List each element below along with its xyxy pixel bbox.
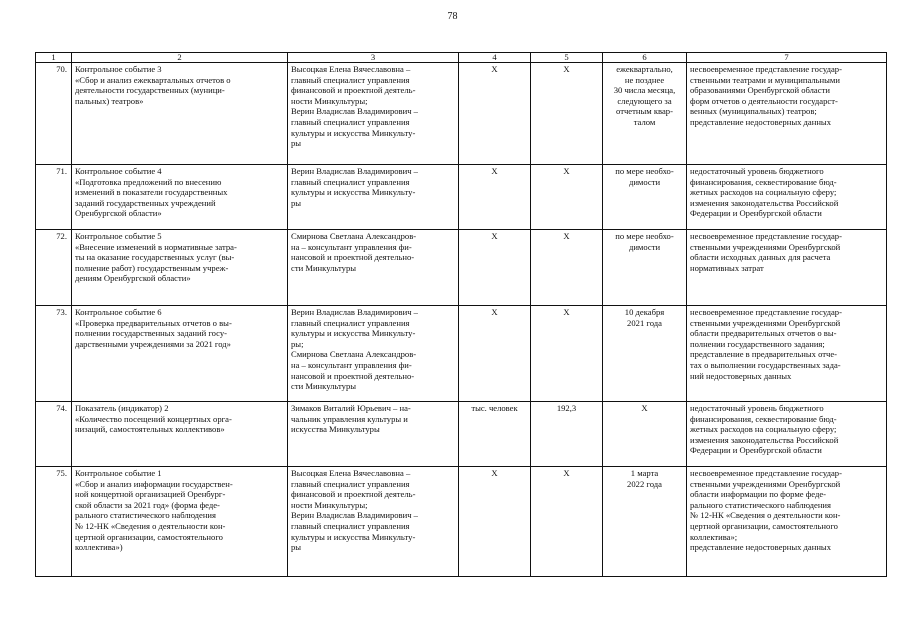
deadline: ежеквартально, не позднее 30 числа месяца, следующего за отчетным квар- талом	[603, 63, 687, 165]
header-cell: 5	[531, 53, 603, 63]
header-cell: 2	[72, 53, 288, 63]
table-row	[36, 63, 887, 165]
risks: несвоевременное представление государ- ственными театрами и муниципальными образованиями Оренбургской области форм отчетов о деятельности государст- венных (муниципальных) театров; представление недостоверных данных	[687, 63, 887, 165]
table-header-row	[36, 53, 887, 63]
risks: несвоевременное представление государ- ственными учреждениями Оренбургской области предварительных отчетов о вы- полнении государственного задания; представление в предварительных отче- тах о выполнении государственных зада- ний недостоверных данных	[687, 306, 887, 402]
deadline: 10 декабря 2021 года	[603, 306, 687, 402]
header-cell: 1	[36, 53, 72, 63]
indicator-value: Х	[531, 230, 603, 306]
indicator-value: Х	[531, 306, 603, 402]
responsible-person: Верин Владислав Владимирович – главный специалист управления культуры и искусства Минкульту- ры	[288, 165, 459, 230]
row-number: 72.	[36, 230, 72, 306]
header-cell: 6	[603, 53, 687, 63]
header-cell: 3	[288, 53, 459, 63]
indicator-value: Х	[531, 467, 603, 577]
risks: недостаточный уровень бюджетного финансирования, секвестирование бюд- жетных расходов на социальную сферу; изменения законодательства Российской Федерации и Оренбургской области	[687, 402, 887, 467]
row-number: 70.	[36, 63, 72, 165]
unit-of-measure: тыс. человек	[459, 402, 531, 467]
indicator-value: Х	[531, 63, 603, 165]
header-cell: 4	[459, 53, 531, 63]
event-name: Контрольное событие 6 «Проверка предварительных отчетов о вы- полнении государственных заданий госу- дарственными учреждениями за 2021 год»	[72, 306, 288, 402]
responsible-person: Верин Владислав Владимирович – главный специалист управления культуры и искусства Минкульту- ры; Смирнова Светлана Александров- на – консультант управления фи- нансовой и проектной деятельно- сти Минкультуры	[288, 306, 459, 402]
page-number: 78	[447, 11, 458, 22]
unit-of-measure: Х	[459, 63, 531, 165]
event-name: Контрольное событие 5 «Внесение изменений в нормативные затра- ты на оказание государственных услуг (вы- полнение работ) государственным учреж- дениям Оренбургской области»	[72, 230, 288, 306]
responsible-person: Высоцкая Елена Вячеславовна – главный специалист управления финансовой и проектной деятель- ности Минкультуры; Верин Владислав Владимирович – главный специалист управления культуры и искусства Минкульту- ры	[288, 63, 459, 165]
row-number: 73.	[36, 306, 72, 402]
deadline: по мере необхо- димости	[603, 165, 687, 230]
responsible-person: Смирнова Светлана Александров- на – консультант управления фи- нансовой и проектной деятельно- сти Минкультуры	[288, 230, 459, 306]
deadline: по мере необхо- димости	[603, 230, 687, 306]
indicator-value: Х	[531, 165, 603, 230]
deadline: 1 марта 2022 года	[603, 467, 687, 577]
event-name: Контрольное событие 3 «Сбор и анализ ежеквартальных отчетов о деятельности государственных (муници- пальных) театров»	[72, 63, 288, 165]
row-number: 75.	[36, 467, 72, 577]
responsible-person: Высоцкая Елена Вячеславовна – главный специалист управления финансовой и проектной деятель- ности Минкультуры; Верин Владислав Владимирович – главный специалист управления культуры и искусства Минкульту- ры	[288, 467, 459, 577]
unit-of-measure: Х	[459, 306, 531, 402]
row-number: 71.	[36, 165, 72, 230]
unit-of-measure: Х	[459, 467, 531, 577]
event-name: Контрольное событие 1 «Сбор и анализ информации государствен- ной концертной организацией Оренбург- ской области за 2021 год» (форма феде- рального статистического наблюдения № 12-НК «Сведения о деятельности кон- цертной организации, самостоятельного коллектива»)	[72, 467, 288, 577]
risks: несвоевременное представление государ- ственными учреждениями Оренбургской области информации по форме феде- рального статистического наблюдения № 12-НК «Сведения о деятельности кон- цертной организации, самостоятельного коллектива»; представление недостоверных данных	[687, 467, 887, 577]
event-name: Контрольное событие 4 «Подготовка предложений по внесению изменений в показатели государственных заданий государственных учреждений Оренбургской области»	[72, 165, 288, 230]
table-row	[36, 402, 887, 467]
table-row	[36, 467, 887, 577]
table-row	[36, 230, 887, 306]
deadline: Х	[603, 402, 687, 467]
unit-of-measure: Х	[459, 165, 531, 230]
control-events-table	[35, 52, 887, 577]
indicator-value: 192,3	[531, 402, 603, 467]
header-cell: 7	[687, 53, 887, 63]
row-number: 74.	[36, 402, 72, 467]
risks: недостаточный уровень бюджетного финансирования, секвестирование бюд- жетных расходов на социальную сферу; изменения законодательства Российской Федерации и Оренбургской области	[687, 165, 887, 230]
table-row	[36, 165, 887, 230]
responsible-person: Зимаков Виталий Юрьевич – на- чальник управления культуры и искусства Минкультуры	[288, 402, 459, 467]
risks: несвоевременное представление государ- ственными учреждениями Оренбургской области исходных данных для расчета нормативных затрат	[687, 230, 887, 306]
unit-of-measure: Х	[459, 230, 531, 306]
indicator-name: Показатель (индикатор) 2 «Количество посещений концертных орга- низаций, самостоятельных коллективов»	[72, 402, 288, 467]
table-row	[36, 306, 887, 402]
